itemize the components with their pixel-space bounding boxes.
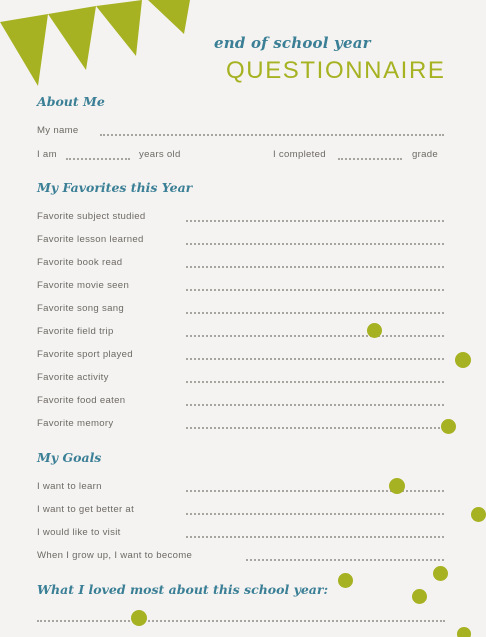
section-heading-loved-most: What I loved most about this school year: bbox=[37, 582, 329, 597]
loved-most-field[interactable] bbox=[37, 620, 445, 622]
favorite-field[interactable] bbox=[186, 404, 444, 406]
favorite-field[interactable] bbox=[186, 243, 444, 245]
age-field[interactable] bbox=[66, 158, 130, 160]
grade-field[interactable] bbox=[338, 158, 402, 160]
confetti-dot bbox=[338, 573, 353, 588]
goal-field[interactable] bbox=[186, 536, 444, 538]
completed-label: I completed bbox=[273, 149, 326, 160]
page-title: QUESTIONNAIRE bbox=[226, 57, 446, 84]
favorite-field[interactable] bbox=[186, 427, 444, 429]
section-heading-favorites: My Favorites this Year bbox=[37, 180, 193, 195]
favorite-field[interactable] bbox=[186, 312, 444, 314]
goal-label: I want to learn bbox=[37, 481, 102, 492]
favorite-field[interactable] bbox=[186, 358, 444, 360]
confetti-dot bbox=[433, 566, 448, 581]
confetti-dot bbox=[455, 352, 471, 368]
age-prefix-label: I am bbox=[37, 149, 57, 160]
confetti-dot bbox=[457, 627, 471, 637]
favorite-field[interactable] bbox=[186, 381, 444, 383]
favorite-label: Favorite lesson learned bbox=[37, 234, 144, 245]
grade-suffix-label: grade bbox=[412, 149, 439, 160]
bunting-flag bbox=[148, 0, 190, 34]
favorite-label: Favorite food eaten bbox=[37, 395, 126, 406]
confetti-dot bbox=[412, 589, 427, 604]
favorite-field[interactable] bbox=[186, 266, 444, 268]
goal-label: I would like to visit bbox=[37, 527, 121, 538]
favorite-label: Favorite field trip bbox=[37, 326, 114, 337]
favorite-label: Favorite song sang bbox=[37, 303, 124, 314]
section-heading-goals: My Goals bbox=[37, 450, 102, 465]
header-script-title: end of school year bbox=[214, 34, 371, 52]
favorite-label: Favorite book read bbox=[37, 257, 123, 268]
goal-label: When I grow up, I want to become bbox=[37, 550, 193, 561]
goal-label: I want to get better at bbox=[37, 504, 135, 515]
favorite-field[interactable] bbox=[186, 220, 444, 222]
name-label: My name bbox=[37, 125, 79, 136]
favorite-label: Favorite subject studied bbox=[37, 211, 146, 222]
favorite-label: Favorite movie seen bbox=[37, 280, 130, 291]
favorite-field[interactable] bbox=[186, 335, 444, 337]
age-suffix-label: years old bbox=[139, 149, 181, 160]
favorite-field[interactable] bbox=[186, 289, 444, 291]
bunting-decoration bbox=[0, 0, 200, 90]
confetti-dot bbox=[441, 419, 456, 434]
goal-field[interactable] bbox=[186, 490, 444, 492]
confetti-dot bbox=[389, 478, 405, 494]
goal-field[interactable] bbox=[186, 513, 444, 515]
confetti-dot bbox=[471, 507, 486, 522]
favorite-label: Favorite activity bbox=[37, 372, 109, 383]
favorite-label: Favorite memory bbox=[37, 418, 114, 429]
confetti-dot bbox=[131, 610, 147, 626]
goal-field[interactable] bbox=[246, 559, 444, 561]
section-heading-about-me: About Me bbox=[37, 94, 105, 109]
confetti-dot bbox=[367, 323, 382, 338]
favorite-label: Favorite sport played bbox=[37, 349, 133, 360]
bunting-flag bbox=[96, 0, 142, 56]
bunting-flag bbox=[48, 6, 96, 70]
bunting-flag bbox=[0, 14, 48, 86]
name-field[interactable] bbox=[100, 134, 444, 136]
